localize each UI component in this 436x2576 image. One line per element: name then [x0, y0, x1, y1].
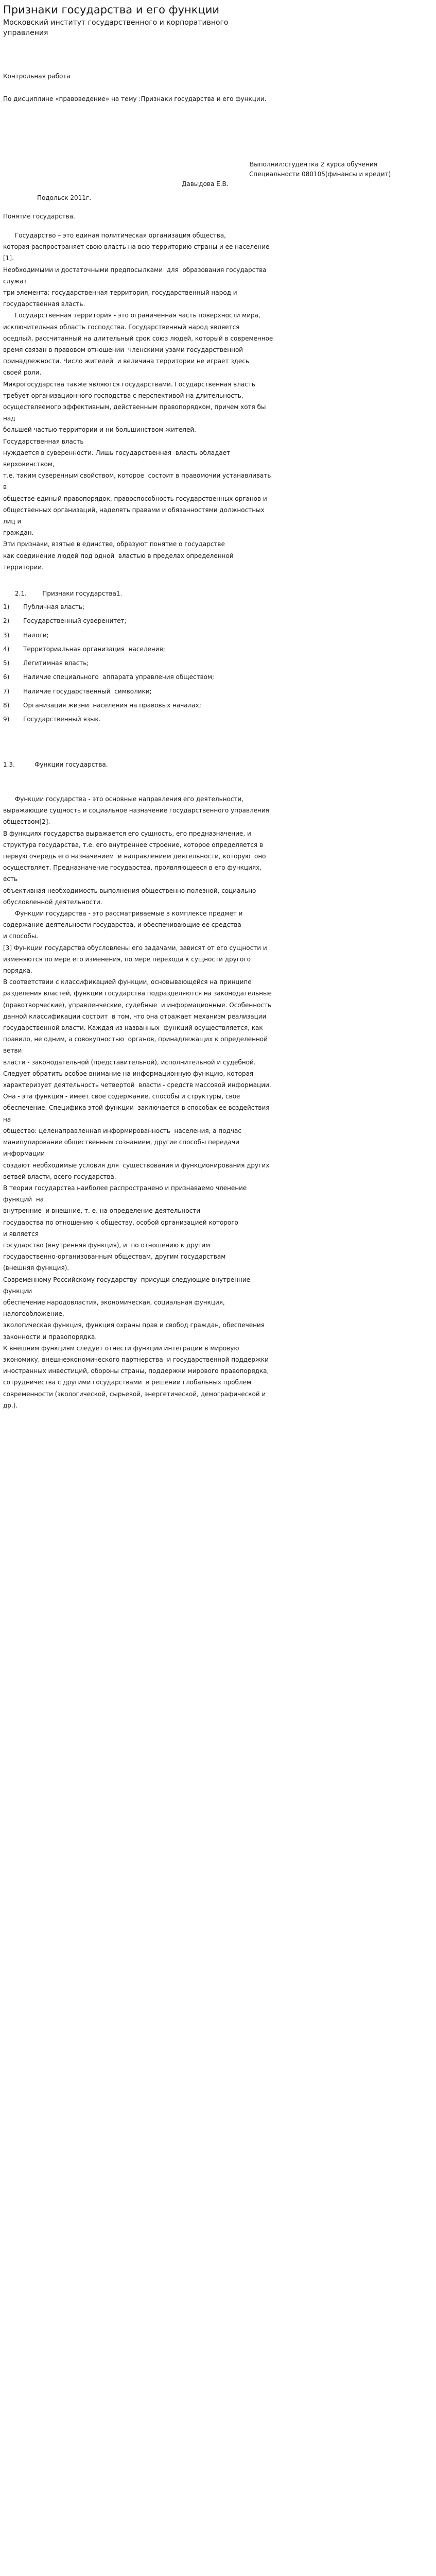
- text-line: обществе единый правопорядок, правоспособность государственных органов и: [3, 495, 267, 502]
- text-line: Функции государства - это основные направления его деятельности,: [3, 795, 244, 803]
- list-item: 1) Публичная власть;: [3, 603, 85, 611]
- text-line: ветви: [3, 1047, 22, 1055]
- text-line: т.е. таким суверенным свойством, которое состоит в правомочии устанавливать: [3, 472, 271, 480]
- text-line: обусловленной деятельности.: [3, 898, 102, 906]
- list-item: 4) Территориальная организация населения;: [3, 645, 165, 653]
- text-line: которая распространяет свою власть на всю территорию страны и ее население: [3, 243, 270, 251]
- text-line: Она - эта функция - имеет свое содержание, способы и структуры, свое: [3, 1093, 240, 1100]
- text-line: Государственная власть: [3, 437, 84, 445]
- text-line: [1].: [3, 255, 14, 262]
- text-line: осуществляет. Предназначение государства, проявляющееся в его функциях,: [3, 864, 262, 872]
- text-line: осуществляемого эффективным, действенным правопорядком, причем хотя бы: [3, 403, 266, 411]
- city-year: Подольск 2011г.: [37, 194, 92, 201]
- text-line: В соответствии с классификацией функции, основывающейся на принципе: [3, 978, 252, 986]
- text-line: Современному Российскому государству присущи следующие внутренние: [3, 1276, 250, 1283]
- list-item: 5) Легитимная власть;: [3, 659, 89, 667]
- text-line: структура государства, т.е. его внутреннее строение, которое определяется в: [3, 841, 264, 849]
- text-line: исключительная область господства. Государственный народ является: [3, 323, 240, 331]
- text-line: В теории государства наиболее распространено и признаваемо членение: [3, 1184, 247, 1192]
- text-line: К внешним функциям следует отнести функции интеграции в мировую: [3, 1344, 239, 1352]
- text-line: обществом[2].: [3, 818, 50, 826]
- text-line: порядка.: [3, 967, 32, 975]
- text-line: характеризует деятельность четвертой власти - средств массовой информации.: [3, 1081, 271, 1089]
- text-line: современности (экологической, сырьевой, энергетической, демографической и: [3, 1390, 266, 1398]
- work-topic: По дисциплине «правоведение» на тему :Признаки государства и его функции.: [3, 95, 267, 103]
- text-line: территории.: [3, 563, 44, 571]
- text-line: граждан.: [3, 529, 34, 537]
- list-item: 6) Наличие специального аппарата управления обществом;: [3, 673, 215, 681]
- text-line: власти - законодательной (представительной), исполнительной и судебной.: [3, 1058, 256, 1066]
- text-line: обеспечение. Специфика этой функции заключается в способах ее воздействия: [3, 1104, 270, 1112]
- text-line: законности и правопорядка.: [3, 1333, 97, 1341]
- text-line: Микрогосударства также являются государствами. Государственная власть: [3, 380, 255, 388]
- text-line: объективная необходимость выполнения общественно полезной, социально: [3, 887, 256, 894]
- author-line-3: Давыдова Е.В.: [182, 180, 229, 188]
- text-line: В функциях государства выражается его сущность, его предназначение, и: [3, 829, 251, 837]
- text-line: государства по отношению к обществу, особой организацией которого: [3, 1218, 238, 1226]
- text-line: общественных организаций, наделять правами и обязанностями должностных: [3, 506, 265, 514]
- text-line: время связан в правовом отношении членскими узами государственной: [3, 346, 243, 354]
- text-line: государственная власть.: [3, 300, 85, 308]
- text-line: (правотворческие), управленческие, судебные и информационные. Особенность: [3, 1001, 272, 1009]
- text-line: функций на: [3, 1196, 44, 1204]
- text-line: есть: [3, 875, 18, 883]
- text-line: требует организационного господства с перспективой на длительность,: [3, 392, 243, 399]
- text-line: на: [3, 1115, 11, 1123]
- text-line: внутренние и внешние, т. е. на определение деятельности: [3, 1207, 201, 1215]
- text-line: функции: [3, 1287, 32, 1295]
- text-line: верховенством,: [3, 461, 55, 468]
- text-line: экологическая функция, функция охраны прав и свобод граждан, обеспечения: [3, 1321, 265, 1329]
- signs-list: [3, 600, 431, 727]
- text-line: Эти признаки, взятые в единстве, образуют понятие о государстве: [3, 540, 225, 548]
- text-line: манипулирование общественным сознанием, другие способы передачи: [3, 1139, 239, 1146]
- text-line: др.).: [3, 1401, 18, 1409]
- text-line: Следует обратить особое внимание на информационную функцию, которая: [3, 1070, 254, 1077]
- list-item: 2) Государственный суверенитет;: [3, 617, 127, 625]
- functions-heading: 1.3. Функции государства.: [3, 761, 108, 768]
- text-line: нуждается в суверенности. Лишь государственная власть обладает: [3, 449, 231, 456]
- institution-name: Московский институт государственного и корпоративного управления: [3, 19, 229, 37]
- text-line: своей роли.: [3, 369, 42, 377]
- text-line: Государство – это единая политическая организация общества,: [3, 232, 226, 239]
- functions-text: [3, 793, 431, 1411]
- text-line: Государственная территория - это ограниченная часть поверхности мира,: [3, 312, 260, 319]
- text-line: и является: [3, 1230, 39, 1238]
- text-line: в: [3, 483, 7, 491]
- state-concept-text: [3, 230, 431, 573]
- text-line: общество: целенаправленная информированность населения, а подчас: [3, 1127, 241, 1134]
- list-item: 8) Организация жизни населения на правовых началах;: [3, 702, 201, 709]
- text-line: над: [3, 415, 15, 422]
- text-line: первую очередь его назначением и направлением деятельности, которую оно: [3, 853, 266, 860]
- text-line: служат: [3, 277, 27, 285]
- text-line: выражающие сущность и социальное назначение государственного управления: [3, 807, 269, 815]
- text-line: создают необходимые условия для существования и функционирования других: [3, 1161, 270, 1169]
- author-line-1: Выполнил:студентка 2 курса обучения: [250, 161, 377, 168]
- text-line: три элемента: государственная территория, государственный народ и: [3, 289, 237, 297]
- text-line: налогообложение,: [3, 1310, 64, 1318]
- text-line: государственно-организованным обществам, другим государствам: [3, 1253, 226, 1261]
- document-title: Признаки государства и его функции: [3, 4, 219, 16]
- text-line: государственной власти. Каждая из названных функций осуществляется, как: [3, 1024, 263, 1032]
- signs-heading: 2.1. Признаки государства1.: [3, 590, 123, 597]
- text-line: изменяются по мере его изменения, по мере перехода к сущности другого: [3, 955, 251, 963]
- text-line: иностранных инвестиций, обороны страны, поддержки мирового правопорядка,: [3, 1367, 269, 1375]
- text-line: сотрудничества с другими государствами в решении глобальных проблем: [3, 1379, 252, 1386]
- text-line: разделения властей, функции государства подразделяются на законодательные: [3, 990, 272, 997]
- list-item: 3) Налоги;: [3, 631, 49, 639]
- text-line: лиц и: [3, 518, 22, 526]
- text-line: Функции государства - это рассматриваемые в комплексе предмет и: [3, 910, 243, 918]
- text-line: государство (внутренняя функция), и по отношению к другим: [3, 1241, 211, 1249]
- text-line: информации: [3, 1150, 45, 1158]
- text-line: Необходимыми и достаточными предпосылками для образования государства: [3, 266, 267, 274]
- text-line: большей частью территории и ни большинством жителей.: [3, 426, 196, 434]
- section-heading-state-concept: Понятие государства.: [3, 213, 75, 220]
- text-line: и способы.: [3, 933, 39, 940]
- list-item: 7) Наличие государственный символики;: [3, 687, 152, 695]
- text-line: принадлежности. Число жителей и величина территории не играет здесь: [3, 358, 249, 365]
- text-line: обеспечение народовластия, экономическая, социальная функция,: [3, 1298, 225, 1306]
- text-line: данной классификации состоит в том, что она отражает механизм реализации: [3, 1012, 267, 1020]
- text-line: [3] Функции государства обусловлены его задачами, зависят от его сущности и: [3, 944, 267, 952]
- text-line: содержание деятельности государства, и обеспечивающие ее средства: [3, 921, 241, 929]
- work-type: Контрольная работа: [3, 73, 71, 80]
- text-line: экономику, внешнеэкономического партнерства и государственной поддержки: [3, 1355, 269, 1363]
- text-line: ветвей власти, всего государства.: [3, 1173, 116, 1180]
- author-line-2: Специальности 080105(финансы и кредит): [249, 171, 391, 178]
- text-line: (внешняя функция).: [3, 1264, 69, 1272]
- text-line: как соединение людей под одной властью в пределах определенной: [3, 552, 234, 560]
- text-line: правило, не одним, а совокупностью органов, принадлежащих к определенной: [3, 1036, 268, 1043]
- text-line: оседлый, рассчитанный на длительный срок союз людей, который в современное: [3, 334, 273, 342]
- list-item: 9) Государственный язык.: [3, 716, 101, 723]
